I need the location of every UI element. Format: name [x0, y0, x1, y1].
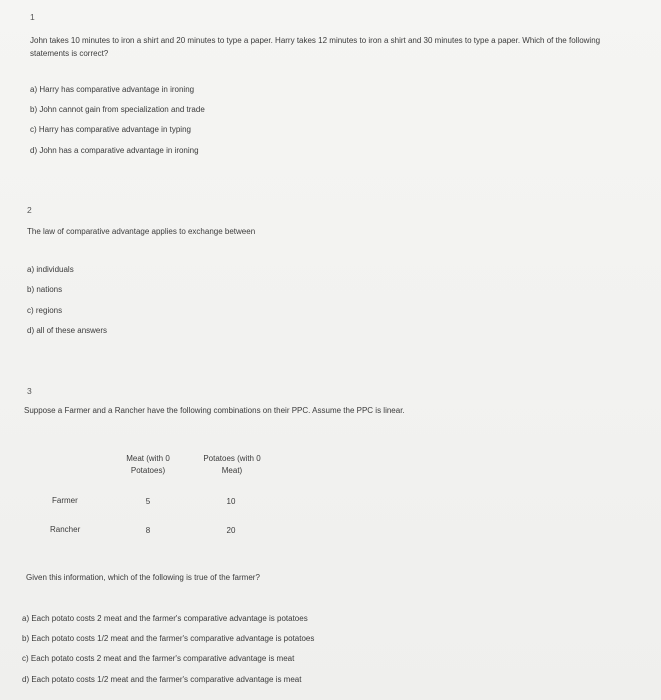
question-2-option-d: d) all of these answers	[27, 326, 108, 335]
table-cell-farmer-potatoes: 10	[226, 497, 236, 506]
question-1-option-b: b) John cannot gain from specialization and trade	[30, 105, 205, 114]
question-2-number: 2	[27, 205, 32, 215]
table-cell-rancher-potatoes: 20	[226, 526, 236, 535]
table-cell-farmer-meat: 5	[145, 497, 151, 506]
table-header-potatoes: Potatoes (with 0 Meat)	[203, 454, 261, 475]
table-header-meat: Meat (with 0 Potatoes)	[126, 454, 170, 475]
question-2-stem: The law of comparative advantage applies to exchange between	[27, 227, 256, 236]
question-1-stem: John takes 10 minutes to iron a shirt and 20 minutes to type a paper. Harry takes 12 minutes to iron a shirt and 30 minutes to type a paper. Which of the following statements is correct?	[30, 36, 601, 58]
question-3-stem: Suppose a Farmer and a Rancher have the following combinations on their PPC. Assume the PPC is linear.	[24, 406, 405, 415]
question-2-option-c: c) regions	[27, 306, 63, 315]
table-cell-rancher-meat: 8	[145, 526, 151, 535]
question-3-number: 3	[27, 386, 32, 396]
question-2-option-a: a) individuals	[27, 265, 74, 274]
question-1-option-a: a) Harry has comparative advantage in ironing	[30, 85, 195, 94]
question-3-option-c: c) Each potato costs 2 meat and the farmer's comparative advantage is meat	[22, 654, 295, 663]
table-row-rancher-label: Rancher	[50, 525, 81, 534]
question-3-option-a: a) Each potato costs 2 meat and the farmer's comparative advantage is potatoes	[22, 614, 308, 623]
question-2-option-b: b) nations	[27, 285, 63, 294]
question-3-prompt: Given this information, which of the following is true of the farmer?	[26, 573, 260, 582]
question-3-option-d: d) Each potato costs 1/2 meat and the farmer's comparative advantage is meat	[22, 675, 302, 684]
question-3-option-b: b) Each potato costs 1/2 meat and the farmer's comparative advantage is potatoes	[22, 634, 315, 643]
question-1-number: 1	[30, 12, 35, 22]
question-1-option-d: d) John has a comparative advantage in ironing	[30, 146, 199, 155]
question-1-option-c: c) Harry has comparative advantage in typing	[30, 125, 191, 134]
table-row-farmer-label: Farmer	[52, 496, 78, 505]
